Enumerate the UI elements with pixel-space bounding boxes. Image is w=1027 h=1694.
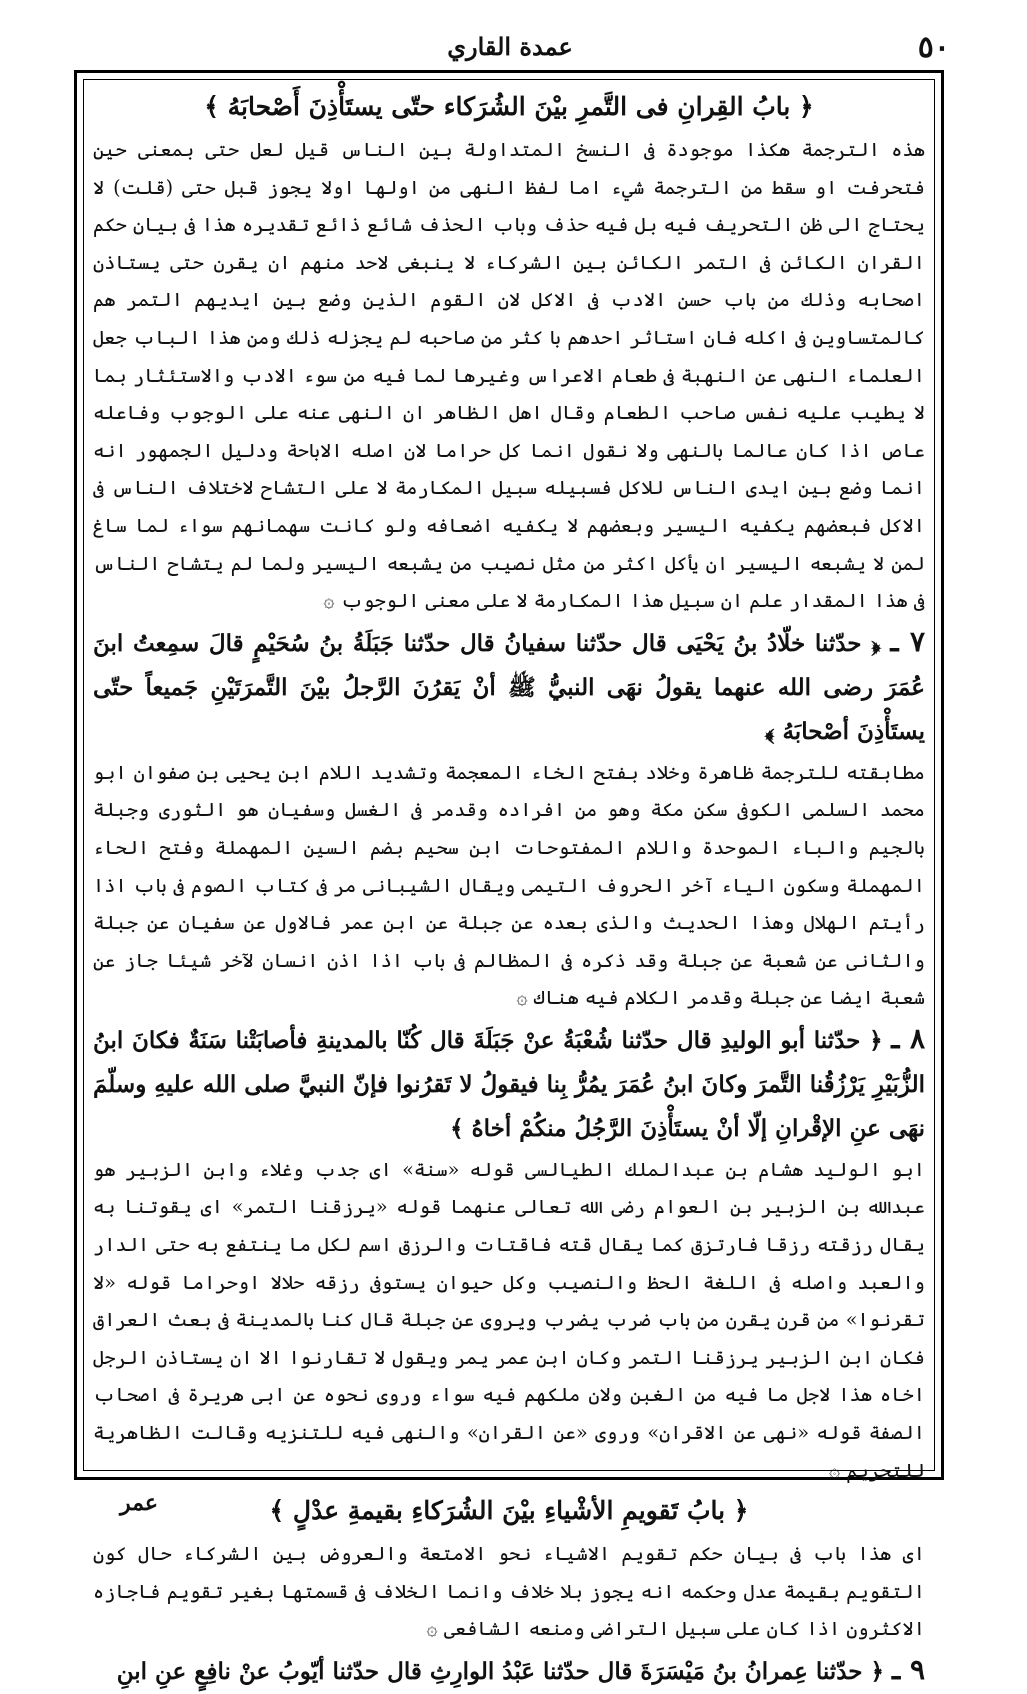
page-number: ٥٠ (917, 30, 950, 65)
hadith-text-9: ﴿ حدّثنا عِمرانُ بنُ مَيْسَرَةَ قال حدّثنا عَبْدُ الوارِثِ قال حدّثنا أيّوبُ عنْ نافِعٍ عنِ ابنِ (116, 1658, 884, 1685)
hadith-8 (93, 1017, 925, 1151)
chapter-heading-2: ﴿ بابُ تَقويمِ الأشْياءِ بيْنَ الشُرَكاءِ بقيمةِ عدْلٍ ﴾ (269, 1496, 749, 1526)
commentary-paragraph-1: هذه الترجمة هكذا موجودة فى النسخ المتداولة بين الناس قيل لعل حتى بمعنى حين فتحرفت او سقط من الترجمة شيء اما لفظ النهى من اولها اولا يجوز قبل حتى (قلت) لا يحتاج الى ظن التحريف فيه بل فيه حذف وباب الحذف شائع ذائع تقديره هذا فى بيان حكم القران الكائن فى التمر الكائن بين الشركاء لا ينبغى لاحد منهم ان يقرن حتى يستاذن اصحابه وذلك من باب حسن الادب فى الاكل لان القوم الذين وضع بين ايديهم التمر هم كالمتساوين فى اكله فان استاثر احدهم با كثر من صاحبه لم يجزله ذلك ومن هذا الباب جعل العلماء النهى عن النهبة فى طعام الاعراس وغيرها لما فيه من سوء الادب والاستئثار بما لا يطيب عليه نفس صاحب الطعام وقال اهل الظاهر ان النهى عنه على الوجوب وفاعله عاص اذا كان عالما بالنهى ولا نقول انما كل حراما لان اصله الاباحة ودليل الجمهور انه انما وضع بين ايدى الناس للاكل فسبيله سبيل المكارمة لا على التشاح لاختلاف الناس فى الاكل فبعضهم يكفيه اليسير وبعضهم لا يكفيه اضعافه ولو كانت سهمانهم سواء لما ساغ لمن لا يشبعه اليسير ان يأكل اكثر من مثل نصيب من يشبعه اليسير ولما لم يتشاح الناس فى هذا المقدار علم ان سبيل هذا المكارمة لا على معنى الوجوب ۞ (93, 138, 925, 613)
main-text (93, 85, 926, 1686)
hadith-text-8: ﴿ حدّثنا أبو الوليدِ قال حدّثنا شُعْبَةُ عنْ جَبَلَةَ قال كُنّا بالمدينةِ فأصابَتْنا سَنَةٌ فكانَ ابنُ الزُّبَيْرِ يَرْزُقُنا التَّمرَ وكانَ ابنُ عُمَرَ يمُرُّ بِنا فيقولُ لا تَقرُنوا فإنّ النبيَّ صلى الله عليهِ وسلّمَ نهَى عنِ الإقْرانِ إلّا أنْ يستَأْذِنَ الرَّجُلُ منكُمْ أخاهُ ﴾ (93, 1026, 925, 1142)
hadith-text-7: ﴿ حدّثنا خلّادُ بنُ يَحْيَى قال حدّثنا سفيانُ قال حدّثنا جَبَلَةُ بنُ سُحَيْمٍ قالَ سمِعتُ ابنَ عُمَرَ رضى الله عنهما يقولُ نهَى النبيُّ ﷺ أنْ يَقرُنَ الرَّجلُ بيْنَ التَّمرَتَيْنِ جَميعاً حتّى يستَأْذِنَ أصْحابَهُ ﴾ (93, 629, 925, 745)
running-title: عمدة القاري (447, 32, 573, 61)
page-header (70, 30, 950, 70)
hadith-9 (93, 1648, 925, 1694)
commentary-paragraph-7: مطابقته للترجمة ظاهرة وخلاد بفتح الخاء المعجمة وتشديد اللام ابن يحيى بن صفوان ابو محمد السلمى الكوفى سكن مكة وهو من افراده وقدمر فى الغسل وسفيان هو الثورى وجبلة بالجيم والباء الموحدة واللام المفتوحات ابن سحيم بضم السين المهملة وفتح الحاء المهملة وسكون الياء آخر الحروف التيمى ويقال الشيبانى مر فى كتاب الصوم فى باب اذا رأيتم الهلال وهذا الحديث والذى بعده عن جبلة عن ابن عمر فالاول عن سفيان عن جبلة والثانى عن شعبة عن جبلة وقد ذكره فى المظالم فى باب اذا اذن انسان لآخر شيئا جاز عن شعبة ايضا عن جبلة وقدمر الكلام فيه هناك ۞ (93, 760, 925, 1010)
commentary-paragraph-8: ابو الوليد هشام بن عبدالملك الطيالسى قوله «سنة» اى جدب وغلاء وابن الزبير هو عبدالله بن الزبير بن العوام رضى الله تعالى عنهما قوله «يرزقنا التمر» اى يقوتنا به يقال رزقته رزقا فارتزق كما يقال قته فاقتات والرزق اسم لكل ما ينتفع به حتى الدار والعبد واصله فى اللغة الحظ والنصيب وكل حيوان يستوفى رزقه حلالا اوحراما قوله «لا تقرنوا» من قرن يقرن من باب ضرب يضرب ويروى عن جبلة قال كنا بالمدينة فى بعث العراق فكان ابن الزبير يرزقنا التمر وكان ابن عمر يمر ويقول لا تقارنوا الا ان يستاذن الرجل اخاه هذا لاجل ما فيه من الغبن ولان ملكهم فيه سواء وروى نحوه عن ابى هريرة فى اصحاب الصفة قوله «نهى عن الاقران» وروى «عن القران» والنهى فيه للتنزيه وقالت الظاهرية للتحريم ۞ (93, 1157, 925, 1482)
hadith-number-9: ٩ ـ (892, 1653, 925, 1686)
commentary-paragraph-ch2: اى هذا باب فى بيان حكم تقويم الاشياء نحو الامتعة والعروض بين الشركاء حال كون التقويم بقيمة عدل وحكمه انه يجوز بلا خلاف وانما الخلاف فى قسمتها بغير تقويم فاجازه الاكثرون اذا كان على سبيل التراضى ومنعه الشافعى ۞ (93, 1542, 925, 1641)
chapter-heading-1: ﴿ بابُ القِرانِ فى التَّمرِ بيْنَ الشُرَكاء حتّى يستَأْذِنَ أَصْحابَهُ ﴾ (204, 92, 814, 121)
hadith-number-8: ٨ ـ (891, 1021, 926, 1055)
page-frame (74, 70, 944, 1686)
hadith-7 (93, 620, 925, 754)
hadith-number-7: ٧ ـ (890, 624, 925, 658)
catchword: عمر (120, 1490, 158, 1516)
